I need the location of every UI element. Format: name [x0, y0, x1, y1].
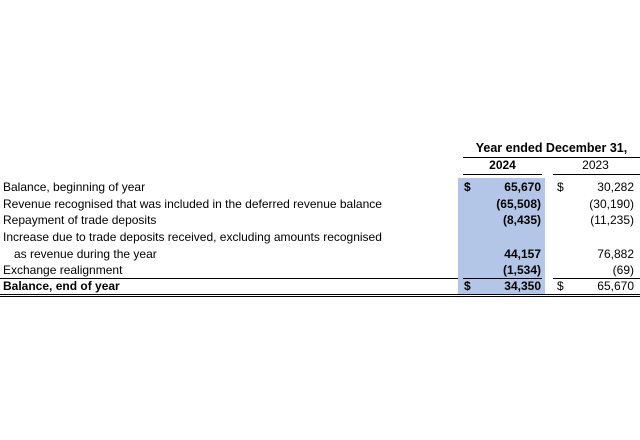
row-label-exchange-realignment: Exchange realignment: [3, 263, 123, 277]
value-2024-balance-end: 34,350: [504, 279, 541, 293]
row-label-repayment-trade-deposits: Repayment of trade deposits: [3, 213, 157, 227]
value-2024-increase-trade-deposits: 44,157: [504, 247, 541, 261]
value-2023-balance-end: 65,670: [597, 279, 634, 293]
value-2023-repayment-trade-deposits: (11,235): [590, 213, 634, 227]
row-label-balance-end: Balance, end of year: [3, 279, 120, 293]
currency-symbol-2024: $: [464, 180, 471, 194]
value-2024-exchange-realignment: (1,534): [502, 263, 541, 277]
value-2024-revenue-recognised: (65,508): [496, 197, 541, 211]
value-2023-revenue-recognised: (30,190): [589, 197, 634, 211]
row-label-increase-trade-deposits: Increase due to trade deposits received, excluding amounts recognised: [3, 230, 382, 244]
header-2023: 2023: [582, 158, 609, 172]
currency-symbol-2023: $: [557, 180, 564, 194]
header-2023-underline: [553, 174, 640, 175]
header-2024: 2024: [489, 158, 516, 172]
total-double-rule-top: [0, 294, 640, 295]
total-double-rule-bottom: [0, 296, 640, 297]
row-label-increase-trade-deposits-cont: as revenue during the year: [14, 247, 157, 261]
value-2023-balance-beginning: 30,282: [597, 180, 634, 194]
value-2024-repayment-trade-deposits: (8,435): [502, 213, 541, 227]
currency-symbol-2023-end: $: [557, 279, 564, 293]
header-period-title: Year ended December 31,: [475, 141, 628, 155]
value-2023-exchange-realignment: (69): [612, 263, 634, 277]
value-2023-increase-trade-deposits: 76,882: [597, 247, 634, 261]
row-label-balance-beginning: Balance, beginning of year: [3, 180, 146, 194]
row-label-revenue-recognised: Revenue recognised that was included in the deferred revenue balance: [3, 197, 382, 211]
value-2024-balance-beginning: 65,670: [504, 180, 541, 194]
header-2024-underline: [463, 174, 542, 175]
currency-symbol-2024-end: $: [464, 279, 471, 293]
